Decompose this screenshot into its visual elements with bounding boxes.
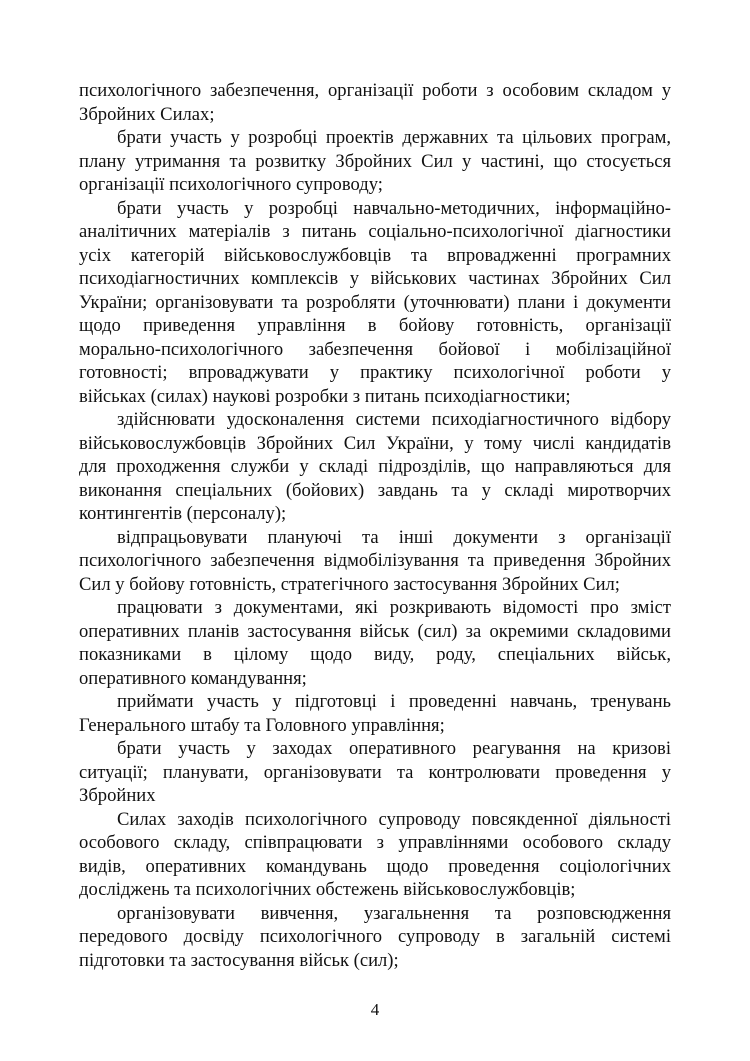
text-line: плану утримання та розвитку Збройних Сил у частині, що стосується <box>79 150 671 172</box>
text-line: для проходження служби у складі підрозділів, що направляються для <box>79 456 671 477</box>
text-line: України; організовувати та розробляти (уточнювати) плани і документи <box>79 291 671 313</box>
text-line: показниками в цілому щодо виду, роду, спеціальних військ, <box>79 644 671 665</box>
text-line: організовувати вивчення, узагальнення та розповсюдження <box>117 902 671 924</box>
text-line: працювати з документами, які розкривають відомості про зміст <box>117 597 671 618</box>
text-line: психологічного забезпечення відмобілізування та приведення Збройних <box>79 550 671 571</box>
text-line: аналітичних матеріалів з питань соціально-психологічної діагностики <box>79 221 671 242</box>
text-line: оперативного командування; <box>79 667 307 689</box>
text-line: брати участь у розробці навчально-методичних, інформаційно- <box>117 197 671 219</box>
text-line: Силах заходів психологічного супроводу повсякденної діяльності <box>117 808 671 830</box>
text-line: усіх категорій військовослужбовців та впровадженні програмних <box>79 244 671 266</box>
text-line: приймати участь у підготовці і проведенні навчань, тренувань <box>117 691 671 712</box>
text-line: особового складу, співпрацювати з управліннями особового складу <box>79 832 671 853</box>
text-line: щодо приведення управління в бойову готовність, організації <box>79 315 671 336</box>
text-line: Сил у бойову готовність, стратегічного застосування Збройних Сил; <box>79 573 620 595</box>
text-line: видів, оперативних командувань щодо проведення соціологічних <box>79 855 671 877</box>
text-line: відпрацьовувати плануючі та інші документи з організації <box>117 526 671 548</box>
text-line: готовності; впроваджувати у практику психологічної роботи у <box>79 362 671 383</box>
text-line: передового досвіду психологічного супроводу в загальній системі <box>79 926 671 947</box>
text-line: Збройних <box>79 785 156 806</box>
text-line: ситуації; планувати, організовувати та контролювати проведення у <box>79 761 671 783</box>
text-line: Збройних Силах; <box>79 103 215 125</box>
text-line: військах (силах) наукові розробки з питань психодіагностики; <box>79 385 571 407</box>
text-line: брати участь у розробці проектів державних та цільових програм, <box>117 127 671 148</box>
body-text <box>79 79 671 972</box>
text-line: оперативних планів застосування військ (сил) за окремими складовими <box>79 620 671 642</box>
text-line: Генерального штабу та Головного управління; <box>79 714 445 736</box>
text-line: психологічного забезпечення, організації роботи з особовим складом у <box>79 80 671 101</box>
text-line: здійснювати удосконалення системи психодіагностичного відбору <box>117 409 671 430</box>
page-number: 4 <box>370 1000 380 1019</box>
text-line: організації психологічного супроводу; <box>79 174 383 195</box>
text-line: підготовки та застосування військ (сил); <box>79 949 399 971</box>
text-line: військовослужбовців Збройних Сил України, у тому числі кандидатів <box>79 432 671 454</box>
text-line: виконання спеціальних (бойових) завдань та у складі миротворчих <box>79 479 671 501</box>
text-line: психодіагностичних комплексів у військових частинах Збройних Сил <box>79 268 671 289</box>
text-line: брати участь у заходах оперативного реагування на кризові <box>117 738 671 759</box>
text-line: морально-психологічного забезпечення бойової і мобілізаційної <box>79 338 671 360</box>
text-line: контингентів (персоналу); <box>79 503 287 524</box>
text-line: досліджень та психологічних обстежень військовослужбовців; <box>79 879 576 900</box>
